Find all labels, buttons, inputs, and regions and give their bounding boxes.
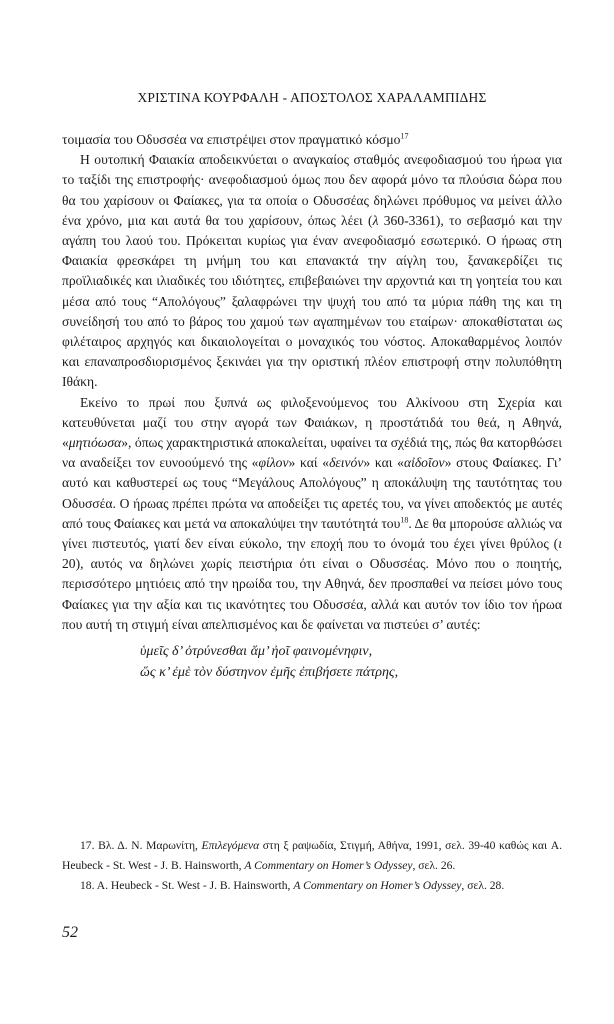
text-run: » στους Φαίακες. Γι’ αυτό και καθυστερεί ως τους “Μεγάλους Απολόγους” η αποκάλυψη της ταυτότητας του Οδυσσέα. Ο ήρωας πρέπει πρώτα να αποδείξει τις αρετές του, να γίνει αποδεκτός με αυτές από τους Φαίακες και μετά να αποκαλύψει την ταυτότητά του <box>62 455 563 531</box>
footnote-ref-18: 18 <box>400 515 409 525</box>
paragraph <box>62 150 562 392</box>
text-run: » και « <box>363 455 404 471</box>
text-run: , σελ. 28. <box>461 879 505 892</box>
text-run: 360-3361), το σεβασμό και την αγάπη του λαού του. Πρόκειται κυρίως για έναν ανεφοδιασμό εσωτερικό. Ο ήρωας στη Φαιακία φρεσκάρει τη μνήμη του και επανακτά την αίγλη του, ξανακερδίζει τις προϊλιαδικές και ιλιαδικές του ιδιότητες, επιβεβαιώνει την αρχοντιά και τη γοητεία του και μέσα από τους “Απολόγους” ξαλαφρώνει την ψυχή του από τα μύρια πάθη της και τη συνείδησή του από το βάρος του χαμού των αγαπημένων του εταίρων· αποκαθίσταται ως φιλέταιρος αρχηγός και δικαιολογείται ο μοναχικός του νόστος. Αποκαθαρμένος λοιπόν και επαναπροσδιορισμένος ξεκινάει για την οριστική πλέον επιστροφή στην πολυπόθητη Ιθάκη. <box>62 212 563 390</box>
cited-title: A Commentary on Homer’s Odyssey <box>293 879 462 892</box>
main-text <box>62 130 562 683</box>
verse-line: ὥς κ’ ἐμὲ τὸν δύστηνον ἐμῆς ἐπιβήσετε πάτρης, <box>140 665 399 681</box>
verse-quotation <box>140 641 562 683</box>
text-run: , σελ. 26. <box>412 859 456 872</box>
book-reference: ι <box>558 536 562 552</box>
quoted-epithet: φίλον <box>258 455 289 471</box>
text-run: » καί « <box>288 455 330 471</box>
cited-title: Επιλεγόμενα <box>201 839 260 852</box>
text-run: 17. Βλ. Δ. Ν. Μαρωνίτη, <box>80 839 202 852</box>
paragraph-text: τοιμασία του Οδυσσέα να επιστρέψει στον πραγματικό κόσμο <box>62 132 401 147</box>
footnote-ref-17: 17 <box>400 131 409 141</box>
paragraph <box>62 393 562 635</box>
paragraph-continuation <box>62 130 562 150</box>
running-header: ΧΡΙΣΤΙΝΑ ΚΟΥΡΦΑΛΗ - ΑΠΟΣΤΟΛΟΣ ΧΑΡΑΛΑΜΠΙΔΗΣ <box>137 90 487 105</box>
footnote-18 <box>62 876 562 896</box>
text-run: 18. A. Heubeck - St. West - J. B. Hainsworth, <box>80 879 294 892</box>
footnote-17 <box>62 836 562 876</box>
text-run: . Δε θα μπορούσε αλλιώς να γίνει πιστευτός, γιατί δεν είναι εύκολο, την εποχή που το όνομά του έχει γίνει θρύλος ( <box>62 515 562 552</box>
footnotes <box>62 836 562 896</box>
text-run: στη ξ ραψωδία, Στιγμή, Αθήνα, 1991, σελ. 39-40 καθώς και A. Heubeck - St. West - J. B. Hainsworth, <box>62 839 562 872</box>
book-reference: λ <box>372 212 379 228</box>
text-run: Η ουτοπική Φαιακία αποδεικνύεται ο αναγκαίος σταθμός ανεφοδιασμού του ήρωα για το ταξίδι της επιστροφής· ανεφοδιασμού όμως που δεν αφορά μόνο τα πλούσια δώρα που θα του χαρίσουν οι Φαίακες, για τα οποία ο Οδυσσέας δηλώνει πρόθυμος να μείνει άλλο ένα χρόνο, μια και αυτά θα του χαρίσουν, όπως λέει ( <box>62 152 562 228</box>
page-number: 52 <box>62 924 78 941</box>
text-run: Εκείνο το πρωί που ξυπνά ως φιλοξενούμενος του Αλκίνοου στη Σχερία και κατευθύνεται μαζί του στην αγορά των Φαιάκων, η προστάτιδά του θεά, η Αθηνά, « <box>62 394 562 451</box>
verse-line: ὑμεῖς δ’ ὀτρύνεσθαι ἅμ’ ἠοῖ φαινομένηφιν, <box>140 644 373 660</box>
text-run: 20), αυτός να δηλώνει χωρίς πειστήρια ότι είναι ο Οδυσσέας. Μόνο που ο ποιητής, περισσότερο μητιόεις από την ηρωίδα του, την Αθηνά, δεν προσπαθεί να πείσει μόνο τους Φαίακες για την αξία και τις ικανότητες του Οδυσσέα, αλλά και αυτόν τον ίδιο τον ήρωα που αυτή τη στιγμή είναι απελπισμένος και δε φαίνεται να πιστεύει σ’ αυτές: <box>62 556 562 632</box>
book-page <box>62 0 562 1024</box>
quoted-epithet: αἰδοῖον <box>403 455 445 471</box>
quoted-epithet: μητιόωσα <box>68 435 122 451</box>
cited-title: A Commentary on Homer’s Odyssey <box>244 859 413 872</box>
quoted-epithet: δεινόν <box>329 455 364 471</box>
text-run: », όπως χαρακτηριστικά αποκαλείται, υφαίνει τα σχέδιά της, πώς θα κατορθώσει να αναδείξει τον ευνοούμενό της « <box>62 435 562 471</box>
